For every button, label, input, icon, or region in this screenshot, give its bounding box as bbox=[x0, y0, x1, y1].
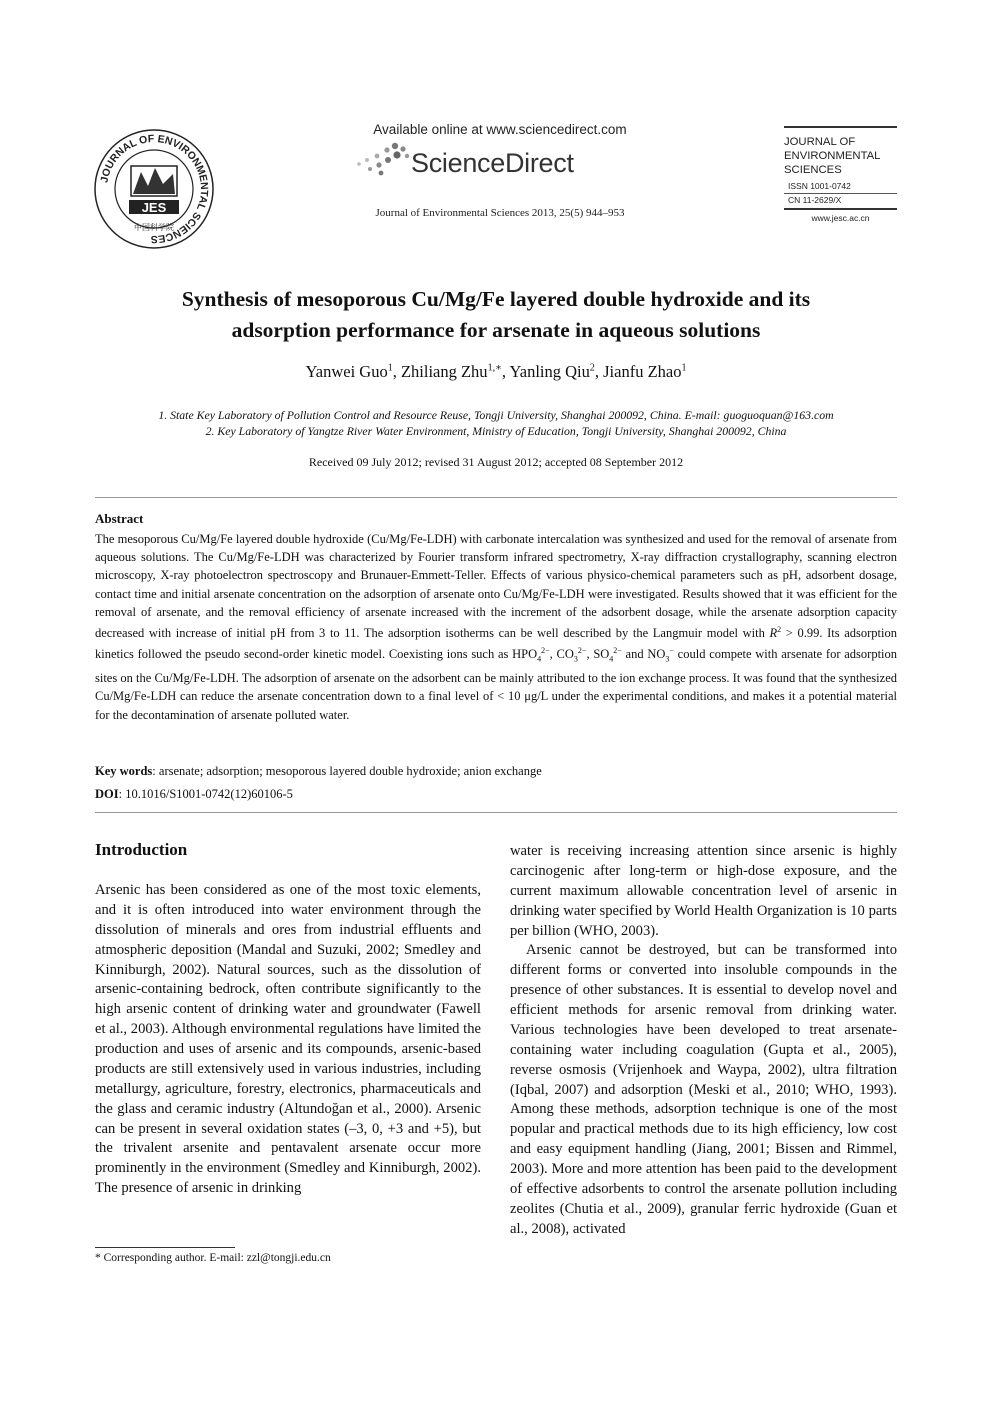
journal-issn: ISSN 1001-0742 bbox=[788, 181, 851, 191]
article-title-line-1: Synthesis of mesoporous Cu/Mg/Fe layered double hydroxide and its bbox=[181, 287, 811, 311]
keywords-label: Key words bbox=[95, 764, 153, 778]
author-name: Yanwei Guo bbox=[305, 362, 388, 381]
author-name: Yanling Qiu bbox=[509, 362, 590, 381]
author-affiliation-mark: 1 bbox=[387, 362, 393, 374]
divider bbox=[95, 812, 897, 813]
affiliation-2: 2. Key Laboratory of Yangtze River Water Environment, Ministry of Education, Tongji University, Shanghai 200092, China bbox=[205, 424, 787, 438]
journal-citation: Journal of Environmental Sciences 2013, 25(5) 944–953 bbox=[375, 207, 625, 219]
received-dates: Received 09 July 2012; revised 31 August 2012; accepted 08 September 2012 bbox=[308, 455, 684, 469]
affiliation-1: 1. State Key Laboratory of Pollution Control and Resource Reuse, Tongji University, Shanghai 200092, China. E-mail: guoguoquan@163.com bbox=[158, 408, 834, 422]
body-paragraph: water is receiving increasing attention since arsenic is highly carcinogenic after long-term or high-dose exposure, and the current maximum allowable concentration level of arsenic in drinking water specified by World Health Organization is 10 parts per billion (WHO, 2003). bbox=[510, 843, 897, 939]
logo-bottom-text: 中国科学院 bbox=[134, 223, 174, 232]
body-paragraph: Arsenic cannot be destroyed, but can be transformed into different forms or converted into insoluble compounds in the presence of other substances. It is essential to develop novel and efficient methods for arsenic removal from drinking water. Various technologies have been developed to treat arsenate-containing water including coagulation (Gupta et al., 2005), reverse osmosis (Vrijenhoek and Waypa, 2002), ultra filtration (Iqbal, 2007) and adsorption (Meski et al., 2010; WHO, 1993). Among these methods, adsorption technique is one of the most popular and practical methods due to its high efficiency, low cost and easy equipment handling (Jiang, 2001; Bissen and Rimmel, 2003). More and more attention has been paid to the development of effective adsorbents to control the arsenate pollution including zeolites (Chutia et al., 2009), granular ferric hydroxide (Guan et al., 2008), activated bbox=[510, 942, 897, 1237]
author-separator: , bbox=[392, 362, 401, 381]
journal-name-line-1: JOURNAL OF bbox=[784, 136, 856, 148]
logo-abbr: JES bbox=[141, 200, 167, 215]
author-affiliation-mark: 1,∗ bbox=[487, 362, 502, 374]
doi bbox=[95, 787, 897, 802]
author-separator: , bbox=[594, 362, 604, 381]
doi-value[interactable]: : 10.1016/S1001-0742(12)60106-5 bbox=[118, 787, 293, 801]
author-affiliation-mark: 1 bbox=[681, 362, 687, 374]
sciencedirect-dots-icon bbox=[355, 140, 413, 182]
journal-name-line-2: ENVIRONMENTAL bbox=[784, 150, 881, 162]
logo-ring-text: JOURNAL OF ENVIRONMENTAL SCIENCES bbox=[98, 132, 211, 246]
corresponding-author-footnote: * Corresponding author. E-mail: zzl@tongji.edu.cn bbox=[95, 1252, 331, 1264]
body-column-left: Arsenic has been considered as one of the most toxic elements, and it is often introduced into water environment through the dissolution of minerals and ores from industrial effluents and atmospheric deposition (Mandal and Suzuki, 2002; Smedley and Kinniburgh, 2002). Natural sources, such as the dissolution of arsenic-containing bedrock, often contribute significantly to the high arsenic content of drinking water and groundwater (Fawell et al., 2003). Although environmental regulations have limited the production and uses of arsenic and its compounds, arsenic-based products are still extensively used in various industries, including metallurgy, agriculture, forestry, electronics, pharmaceuticals and the glass and ceramic industry (Altundoğan et al., 2000). Arsenic can be present in several oxidation states (–3, 0, +3 and +5), but the trivalent arsenite and pentavalent arsenate occur more prominently in the environment (Smedley and Kinniburgh, 2002). The presence of arsenic in drinking bbox=[95, 882, 481, 1197]
abstract-heading: Abstract bbox=[95, 511, 144, 526]
abstract-text: The mesoporous Cu/Mg/Fe layered double hydroxide (Cu/Mg/Fe-LDH) with carbonate intercalation was synthesized and used for the removal of arsenate from aqueous solutions. The Cu/Mg/Fe-LDH was characterized by Fourier transform infrared spectrometry, X-ray diffraction crystallography, scanning electron microscopy, X-ray photoelectron spectroscopy and Brunauer-Emmett-Teller. Effects of various physico-chemical parameters such as pH, adsorbent dosage, contact time and initial arsenate concentration on the adsorption of arsenate onto Cu/Mg/Fe-LDH were investigated. Results showed that it was efficient for the removal of arsenate, and the removal efficiency of arsenate increased with the increment of the adsorbent dosage, while the arsenate adsorption capacity decreased with increase of initial pH from 3 to 11. The adsorption isotherms can be well described by the Langmuir model with $R^2 > 0.99$. Its adsorption kinetics followed the pseudo second-order kinetic model. Coexisting ions such as $HPO_4^{2-}$, $CO_3^{2-}$, $SO_4^{2-}$ and $NO_3^-$ could compete with arsenate for adsorption sites on the Cu/Mg/Fe-LDH. The adsorption of arsenate on the adsorbent can be mainly attributed to the ion exchange process. It was found that the synthesized Cu/Mg/Fe-LDH can reduce the arsenate concentration down to a final level of < 10 μg/L under the experimental conditions, and makes it a potential material for the decontamination of arsenate polluted water. bbox=[95, 532, 898, 722]
keywords-value: : arsenate; adsorption; mesoporous layered double hydroxide; anion exchange bbox=[152, 764, 542, 778]
journal-name-line-3: SCIENCES bbox=[784, 164, 842, 176]
sciencedirect-wordmark: ScienceDirect bbox=[411, 148, 574, 178]
journal-url-link[interactable]: www.jesc.ac.cn bbox=[811, 213, 870, 223]
article-title-line-2: adsorption performance for arsenate in aqueous solutions bbox=[231, 318, 761, 342]
doi-label: DOI bbox=[95, 787, 119, 801]
author-separator: , bbox=[501, 362, 510, 381]
journal-cn: CN 11-2629/X bbox=[788, 195, 842, 205]
author-list bbox=[95, 362, 897, 382]
journal-info-box bbox=[784, 126, 897, 223]
divider bbox=[95, 497, 897, 498]
available-online-text: Available online at www.sciencedirect.com bbox=[373, 122, 627, 137]
article-title bbox=[95, 284, 897, 346]
footnote-divider bbox=[95, 1247, 235, 1248]
affiliations bbox=[95, 407, 897, 439]
author-name: Jianfu Zhao bbox=[603, 362, 682, 381]
author-affiliation-mark: 2 bbox=[589, 362, 595, 374]
author-name: Zhiliang Zhu bbox=[400, 362, 488, 381]
body-column-right bbox=[510, 842, 897, 1240]
journal-logo bbox=[93, 128, 215, 250]
keywords bbox=[95, 764, 897, 779]
introduction-heading: Introduction bbox=[95, 840, 188, 859]
